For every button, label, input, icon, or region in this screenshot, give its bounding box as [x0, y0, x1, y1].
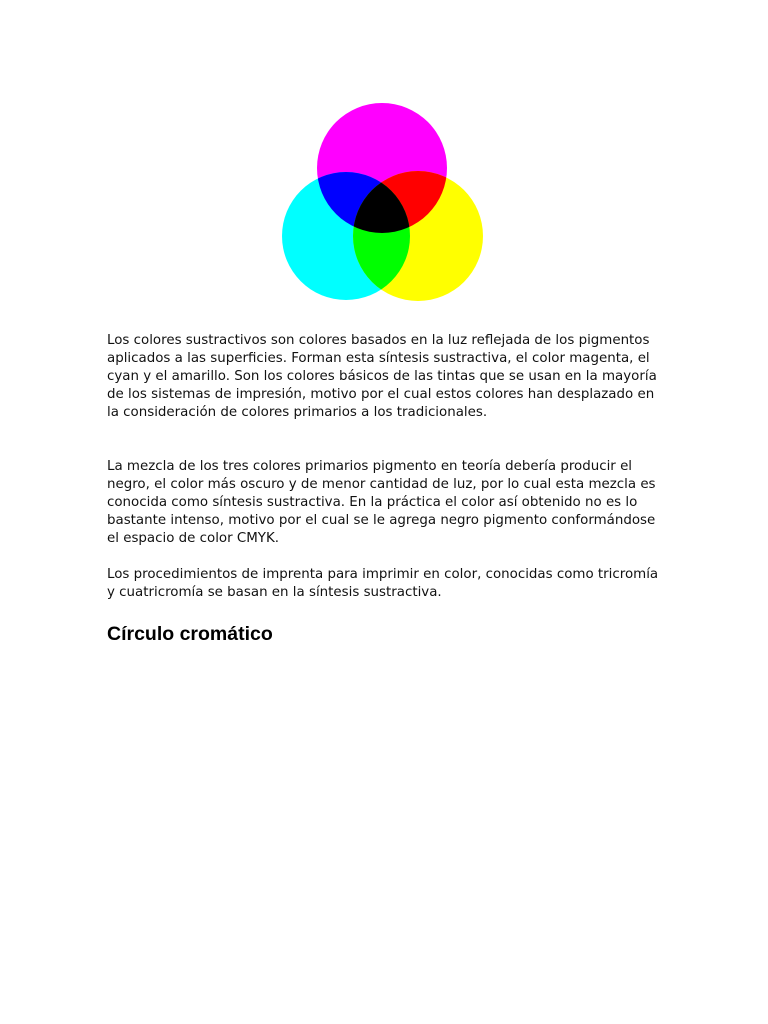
paragraph-printing: Los procedimientos de imprenta para imprimir en color, conocidas como tricromía y cuatricromía se basan en la síntesis sustractiva. — [107, 567, 659, 600]
section-heading: Círculo cromático — [107, 623, 273, 645]
paragraph-subtractive-colors: Los colores sustractivos son colores basados en la luz reflejada de los pigmentos aplicados a las superficies. Forman esta síntesis sustractiva, el color magenta, el cyan y el amarillo. Son los colores básicos de las tintas que se usan en la mayoría de los sistemas de impresión, motivo por el cual estos colores han desplazado en la consideración de colores primarios a los tradicionales. — [107, 333, 657, 420]
subtractive-color-diagram — [280, 102, 486, 304]
paragraph-pigment-mixing: La mezcla de los tres colores primarios pigmento en teoría debería producir el negro, el color más oscuro y de menor cantidad de luz, por lo cual esta mezcla es conocida como síntesis sustractiva. En la práctica el color así obtenido no es lo bastante intenso, motivo por el cual se le agrega negro pigmento conformándose el espacio de color CMYK. — [107, 459, 656, 546]
